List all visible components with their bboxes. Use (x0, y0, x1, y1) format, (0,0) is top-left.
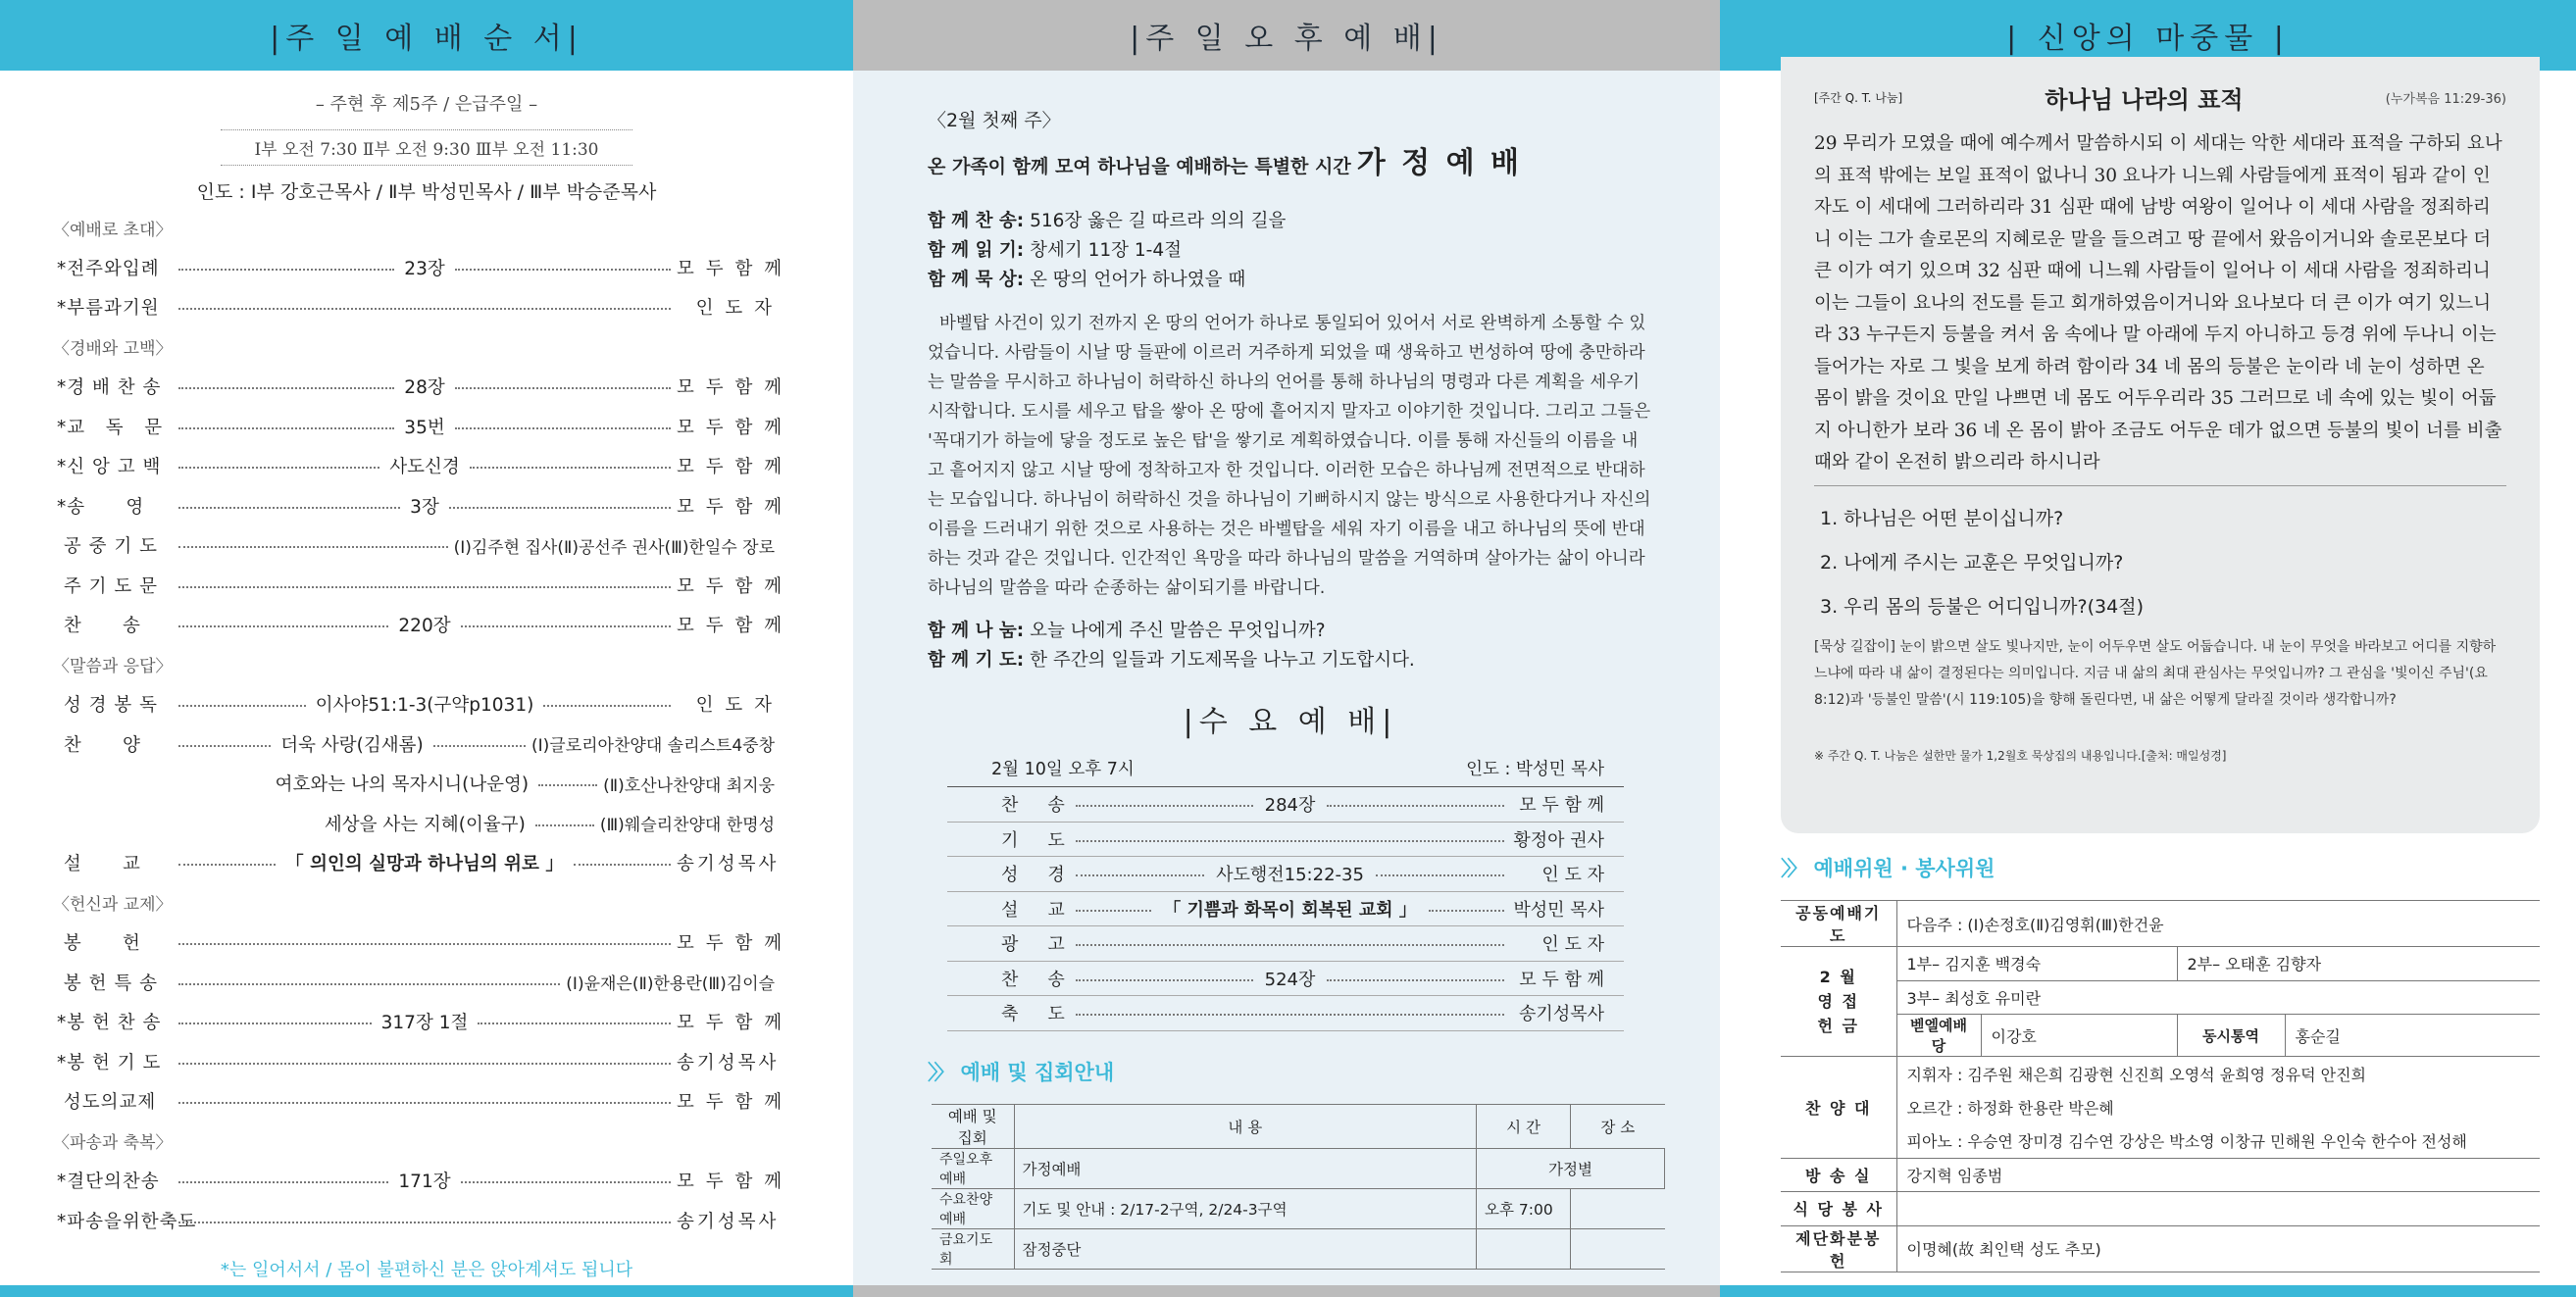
leader-dots (1076, 874, 1204, 876)
wednesday-item (947, 857, 1624, 892)
order-item (57, 525, 775, 566)
wednesday-item-content: 524장 (1264, 969, 1316, 990)
wednesday-item-content: 「 기쁨과 화목이 회복된 교회 」 (1163, 899, 1417, 921)
order-header: |주 일 예 배 순 서| (0, 0, 853, 71)
qt-source-note: ※ 주간 Q. T. 나눔은 설한만 물가 1,2월호 묵상집의 내용입니다.[출처: 매일성경] (1814, 748, 2227, 763)
order-item (57, 1201, 780, 1241)
wednesday-item-leader: 송기성목사 (1519, 1004, 1604, 1025)
order-item-content: 23장 (404, 258, 445, 279)
leader-dots (178, 943, 671, 945)
faith-header: | 신앙의 마중물 | (1720, 0, 2576, 71)
order-item-name: *송 영 (57, 496, 145, 518)
order-item-name: *교 독 문 (57, 417, 164, 438)
together-meditation: 함 께 묵 상: 온 땅의 언어가 하나였을 때 (928, 270, 1246, 290)
leader-dots (455, 269, 671, 271)
wednesday-item-content: 284장 (1264, 795, 1316, 817)
order-item-leader: (Ⅰ)윤재은(Ⅱ)한용란(Ⅲ)김이슬 (566, 974, 775, 995)
liturgical-subtitle: – 주현 후 제5주 / 은급주일 – (315, 94, 538, 115)
order-item (57, 486, 785, 526)
order-item (57, 923, 785, 963)
leader-dots (178, 1181, 388, 1183)
order-item (57, 764, 775, 804)
bottom-bar (0, 1285, 853, 1297)
order-item-leader: 모 두 함 께 (677, 1092, 785, 1114)
leader-dots (1327, 805, 1504, 807)
order-item-leader: (Ⅲ)웨슬리찬양대 한명성 (599, 816, 775, 836)
leader-dots (461, 625, 671, 627)
wednesday-item-leader: 모 두 함 께 (1519, 795, 1604, 817)
order-item-name: 설 교 (57, 854, 141, 875)
family-worship-title: 가 정 예 배 (1356, 146, 1523, 180)
order-item-name: *결단의찬송 (57, 1172, 160, 1193)
leader-dots (178, 983, 560, 985)
qt-scripture: 29 무리가 모였을 때에 예수께서 말씀하시되 이 세대는 악한 세대라 표적을 구하되 요나의 표적 밖에는 보일 표적이 없나니 30 요나가 니느웨 사람들에게 표적이 됨과 같이 인자도 이 세대에 그러하리라 31 심판 때에 남방 여왕이 일어나 이 세대 사람을 정죄하리니 이는 그가 솔로몬의 지혜로운 말을 들으려고 땅 끝에서 왔음이거니와 솔로몬보다 더 큰 이가 여기 있으며 32 심판 때에 니느웨 사람들이 일어나 이 세대 사람을 정죄하리니 이는 그들이 요나의 전도를 듣고 회개하였음이거니와 요나보다 더 큰 이가 여기 있느니라 33 누구든지 등불을 켜서 움 속에나 말 아래에 두지 아니하고 등경 위에 두나니 이는 들어가는 자로 그 빛을 보게 하려 함이라 34 네 몸의 등불은 눈이라 네 눈이 성하면 온 몸이 밝을 것이요 만일 나쁘면 네 몸도 어두우리라 35 그러므로 네 속에 있는 빛이 어둡지 아니한가 보라 36 네 온 몸이 밝아 조금도 어두운 데가 없으면 등불의 빛이 너를 비출 때와 같이 온전히 밝으리라 하시니라 (1814, 128, 2506, 486)
leader-dots (1376, 874, 1504, 876)
service-leaders: 인도 : Ⅰ부 강호근목사 / Ⅱ부 박성민목사 / Ⅲ부 박승준목사 (196, 181, 657, 203)
leader-dots (574, 864, 671, 866)
order-item-content: 317장 1절 (380, 1013, 469, 1034)
order-item-name: 공 중 기 도 (57, 536, 159, 558)
service-times: Ⅰ부 오전 7:30 Ⅱ부 오전 9:30 Ⅲ부 오전 11:30 (221, 129, 632, 166)
order-item-name: 찬 송 (57, 616, 141, 637)
leader-dots (178, 1063, 671, 1065)
order-item-leader: 모 두 함 께 (677, 1172, 785, 1193)
staff-section-title: 〉〉 예배위원 · 봉사위원 (1781, 857, 1995, 880)
leader-dots (178, 705, 306, 707)
bottom-bar (853, 1285, 1720, 1297)
leader-dots (178, 1102, 671, 1104)
order-of-worship-panel (0, 0, 853, 1297)
order-item (57, 804, 775, 844)
leader-dots (178, 269, 394, 271)
together-prayer: 함 께 기 도: 한 주간의 일들과 기도제목을 나누고 기도합시다. (928, 650, 1415, 671)
leader-dots (449, 507, 671, 509)
leader-dots (178, 586, 671, 588)
order-item-name: 성 경 봉 독 (57, 695, 159, 717)
order-item-content: 더욱 사랑(김새롬) (280, 734, 424, 756)
order-section-label: 〈말씀과 응답〉 (53, 657, 173, 677)
leader-dots (178, 864, 276, 866)
wednesday-item (947, 962, 1624, 997)
order-item-name: 찬 양 (57, 734, 141, 756)
order-section-label: 〈경배와 고백〉 (53, 339, 173, 360)
leader-dots (1076, 979, 1253, 981)
leader-dots (535, 824, 594, 826)
order-item-content: 3장 (410, 496, 439, 518)
order-item-leader: 송기성목사 (677, 854, 780, 875)
wednesday-item-name: 축도 (1001, 1004, 1094, 1025)
order-item (57, 684, 775, 724)
leader-dots (178, 467, 379, 469)
order-item-content: 「 의인의 실망과 하나님의 위로 」 (285, 854, 564, 875)
order-item-name: *부름과기원 (57, 298, 160, 320)
order-item-leader: (Ⅰ)김주현 집사(Ⅱ)공선주 권사(Ⅲ)한일수 장로 (453, 537, 775, 558)
order-item-leader: 모 두 함 께 (677, 575, 785, 597)
order-item (57, 407, 785, 447)
info-section-title: 〉〉 예배 및 집회안내 (928, 1060, 1115, 1084)
order-item-content: 35번 (404, 417, 445, 438)
order-item-leader: 모 두 함 께 (677, 933, 785, 955)
wednesday-item (947, 892, 1624, 927)
order-item (57, 287, 775, 327)
table-row: 수요찬양예배 기도 및 안내 : 2/17-2구역, 2/24-3구역 오후 7:00 (932, 1188, 1665, 1228)
order-item-leader: (Ⅰ)글로리아찬양대 솔리스트4중창 (531, 736, 775, 757)
table-row: 금요기도회 잠정중단 (932, 1228, 1665, 1269)
leader-dots (178, 745, 271, 747)
leader-dots (455, 387, 671, 389)
order-item-leader: 모 두 함 께 (677, 1013, 785, 1034)
order-section-label: 〈헌신과 교제〉 (53, 895, 173, 916)
afternoon-header: |주 일 오 후 예 배| (853, 0, 1720, 71)
wednesday-item-leader: 박성민 목사 (1513, 899, 1605, 921)
order-item-content: 28장 (404, 377, 445, 399)
order-item (57, 1161, 785, 1201)
leader-dots (178, 546, 448, 548)
order-item-leader: 인 도 자 (695, 695, 776, 717)
order-item (57, 367, 785, 407)
order-item-content: 이사야51:1-3(구약p1031) (315, 695, 534, 717)
leader-dots (178, 1222, 671, 1223)
leader-dots (543, 705, 671, 707)
order-item-name: 봉 헌 특 송 (57, 973, 159, 994)
leader-dots (433, 745, 526, 747)
wednesday-info: 2월 10일 오후 7시 인도 : 박성민 목사 (947, 756, 1624, 787)
order-item (57, 1081, 785, 1122)
order-section-label: 〈예배로 초대〉 (53, 220, 173, 240)
wednesday-item (947, 823, 1624, 858)
wednesday-order-list (947, 787, 1624, 1031)
leader-dots (461, 1181, 671, 1183)
week-label: 〈2월 첫째 주〉 (928, 110, 1061, 131)
family-worship-intro: 온 가족이 함께 모여 하나님을 예배하는 특별한 시간 가 정 예 배 (928, 146, 1523, 180)
leader-dots (178, 507, 400, 509)
order-item-content: 사도신경 (389, 457, 460, 478)
leader-dots (1076, 1014, 1504, 1016)
order-item (57, 446, 785, 486)
wednesday-item (947, 787, 1624, 823)
qt-title: 하나님 나라의 표적 (2045, 86, 2244, 114)
leader-dots (478, 1023, 671, 1024)
wednesday-item-leader: 인 도 자 (1541, 934, 1604, 956)
wednesday-item-name: 기도 (1001, 829, 1094, 851)
wednesday-item-leader: 인 도 자 (1541, 865, 1605, 886)
order-item-leader: 인 도 자 (695, 298, 775, 320)
wednesday-item-name: 성경 (1001, 865, 1094, 886)
wednesday-item-content: 사도행전15:22-35 (1216, 865, 1364, 886)
together-reading: 함 께 읽 기: 창세기 11장 1-4절 (928, 240, 1182, 261)
order-item (57, 605, 785, 645)
order-item-name: *신 앙 고 백 (57, 457, 162, 478)
standing-note: *는 일어서서 / 몸이 불편하신 분은 앉아계셔도 됩니다 (220, 1260, 633, 1280)
bottom-bar (1720, 1285, 2576, 1297)
wednesday-item-name: 광고 (1001, 934, 1094, 956)
order-item (57, 566, 785, 606)
afternoon-worship-panel (853, 0, 1720, 1297)
leader-dots (1076, 944, 1504, 946)
order-item-name: 봉 헌 (57, 933, 141, 955)
qt-question-2: 2. 나에게 주시는 교훈은 무엇입니까? (1820, 551, 2124, 574)
order-item (57, 248, 785, 288)
qt-question-1: 1. 하나님은 어떤 분이십니까? (1820, 507, 2064, 529)
qt-tag: [주간 Q. T. 나눔] (1814, 91, 1903, 105)
order-item-content: 여호와는 나의 목자시니(나운영) (275, 774, 530, 796)
leader-dots (178, 427, 394, 429)
meditation-guide: [묵상 길잡이] 눈이 밝으면 살도 빛나지만, 눈이 어두우면 살도 어둡습니다. 내 눈이 무엇을 바라보고 어디를 지향하느냐에 따라 내 삶이 결정된다는 의미입니다. 지금 내 삶의 최대 관심사는 무엇입니까? 그 관심을 '빛이신 주님'(요 8:12)과 '등불인 말씀'(시 119:105)을 향해 돌린다면, 내 삶은 어떻게 달라질 것이라 생각합니까? (1814, 638, 2497, 708)
order-item (57, 1042, 780, 1082)
leader-dots (1076, 805, 1253, 807)
leader-dots (1076, 840, 1504, 842)
order-item-name: *전주와입례 (57, 258, 160, 279)
order-item (57, 724, 775, 765)
order-item-leader: 모 두 함 께 (677, 417, 785, 438)
order-item-leader: 송기성목사 (677, 1052, 780, 1073)
leader-dots (1076, 910, 1151, 912)
order-section-label: 〈파송과 축복〉 (53, 1133, 173, 1154)
order-item-leader: 모 두 함 께 (677, 377, 785, 399)
order-item-leader: 송기성목사 (677, 1211, 780, 1232)
leader-dots (470, 467, 671, 469)
order-item-name: 성도의교제 (57, 1092, 157, 1114)
meeting-info-table: 예배 및 집회 내 용 시 간 장 소 주일오후예배 가정예배 가정별 수요찬양예배 기도 및 안내 : 2/17-2구역, 2/24-3구역 오후 7:00 금요기도회 잠정중단 (932, 1104, 1665, 1270)
wednesday-item-leader: 황정아 권사 (1513, 829, 1604, 851)
wednesday-item-leader: 모 두 함 께 (1519, 969, 1604, 990)
order-item-name: *파송을위한축도 (57, 1211, 197, 1232)
order-item-leader: 모 두 함 께 (677, 616, 785, 637)
leader-dots (178, 308, 671, 310)
wednesday-item-name: 찬송 (1001, 969, 1094, 990)
faith-primer-panel (1720, 0, 2576, 1297)
weekly-qt-box (1781, 57, 2540, 833)
order-item-name: *봉 헌 찬 송 (57, 1013, 162, 1034)
order-item (57, 1002, 785, 1042)
order-item-content: 세상을 사는 지혜(이율구) (324, 814, 526, 835)
order-item-name: *경 배 찬 송 (57, 377, 162, 399)
qt-question-3: 3. 우리 몸의 등불은 어디입니까?(34절) (1820, 595, 2144, 618)
order-list (53, 208, 785, 1240)
together-hymn: 함 께 찬 송: 516장 옳은 길 따르라 의의 길을 (928, 211, 1287, 231)
order-item-leader: 모 두 함 께 (677, 258, 785, 279)
order-item-content: 171장 (398, 1172, 451, 1193)
wednesday-item-name: 설교 (1001, 899, 1094, 921)
leader-dots (455, 427, 671, 429)
leader-dots (178, 387, 394, 389)
order-item-content: 220장 (398, 616, 451, 637)
order-item-name: 주 기 도 문 (57, 575, 159, 597)
order-item (57, 843, 780, 883)
order-item-leader: 모 두 함 께 (677, 496, 785, 518)
order-item (57, 963, 775, 1003)
wednesday-item (947, 926, 1624, 962)
table-row: 주일오후예배 가정예배 가정별 (932, 1148, 1665, 1188)
order-item-leader: (Ⅱ)호산나찬양대 최지웅 (603, 775, 775, 796)
order-item-name: *봉 헌 기 도 (57, 1052, 162, 1073)
wednesday-item (947, 996, 1624, 1031)
staff-table: 공동예배기도 다음주 : (Ⅰ)손정호(Ⅱ)김영휘(Ⅲ)한건윤 2 월 영 접 헌 금 1부– 김지훈 백경숙 2부– 오태훈 김향자 3부– 최성호 유미란 벧엘예배당 이강호 동시통역 홍순길 찬 양 대 지휘자 : 김주원 채은희 김광현 신진희 오영석 윤희영 정유덕 안진희 오르간 : 하정화 한용란 박은혜 피아노 : 우승연 장미경 김수연 강상은 박소영 이창규 민해원 우인숙 한수아 전성해 방 송 실 강지혁 임종범 식 당 봉 사 제단화분봉헌 이명혜(故 최인택 성도 추모) (1781, 900, 2540, 1272)
leader-dots (178, 625, 388, 627)
together-share: 함 께 나 눔: 오늘 나에게 주신 말씀은 무엇입니까? (928, 621, 1326, 641)
leader-dots (178, 1023, 372, 1024)
wednesday-item-name: 찬송 (1001, 795, 1094, 817)
order-item-leader: 모 두 함 께 (677, 457, 785, 478)
leader-dots (1429, 910, 1504, 912)
leader-dots (538, 784, 597, 786)
devotional-paragraph: 바벨탑 사건이 있기 전까지 온 땅의 언어가 하나로 통일되어 있어서 서로 완벽하게 소통할 수 있었습니다. 사람들이 시날 땅 들판에 이르러 거주하게 되었을 때 생육하고 번성하여 땅에 충만하라는 말씀을 무시하고 하나님이 허락하신 하나의 언어를 통해 하나님의 명령과 다른 계획을 세우기 시작합니다. 도시를 세우고 탑을 쌓아 온 땅에 흩어지지 말자고 이야기한 것입니다. 그리고 그들은 '꼭대기가 하늘에 닿을 정도로 높은 탑'을 쌓기로 계획하였습니다. 이를 통해 자신들의 이름을 내고 흩어지지 않고 시날 땅에 정착하고자 한 것입니다. 이러한 모습은 하나님께 전면적으로 반대하는 모습입니다. 하나님이 허락하신 것을 하나님이 기뻐하시지 않는 방식으로 사용한다거나 자신의 이름을 드러내기 위한 것으로 사용하는 것은 바벨탑을 세워 자기 이름을 내고 하나님의 뜻에 반대하는 것과 같은 것입니다. 인간적인 욕망을 따라 하나님의 말씀을 거역하며 살아가는 삶이 아니라 하나님의 말씀을 따라 순종하는 삶이되기를 바랍니다. (928, 314, 1651, 598)
leader-dots (1327, 979, 1504, 981)
wednesday-title: |수 요 예 배| (1183, 705, 1398, 739)
qt-reference: (누가복음 11:29-36) (2385, 92, 2506, 107)
